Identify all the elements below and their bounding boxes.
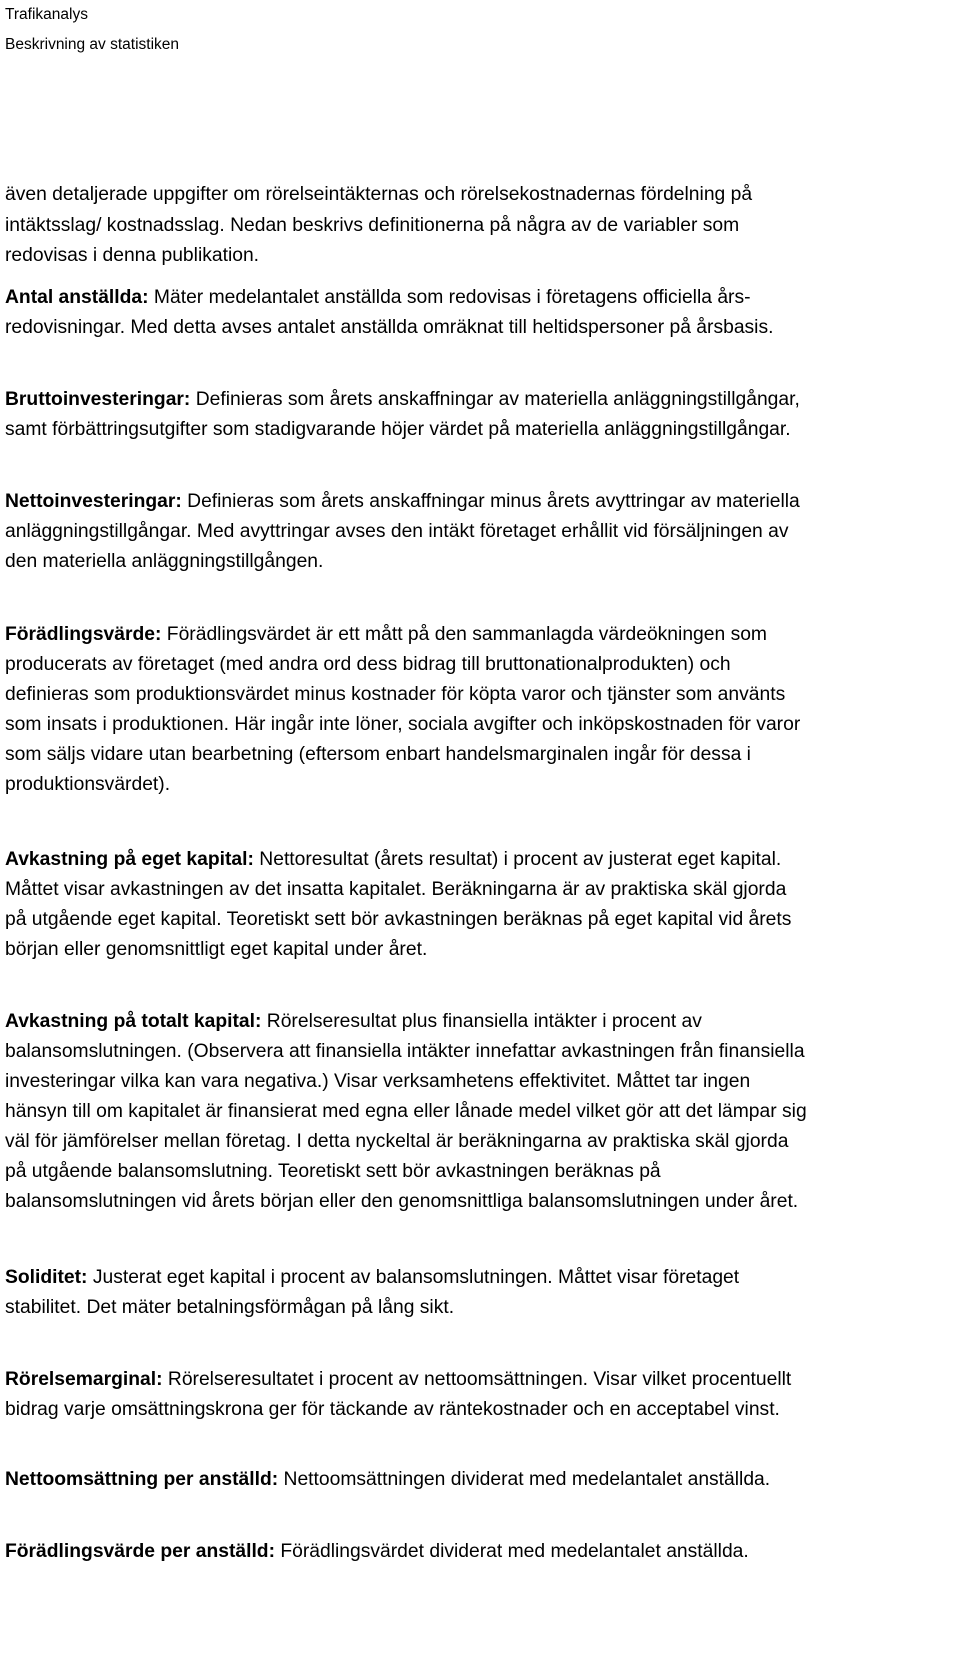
paragraph-nettoomsattning-per-anstalld (5, 1465, 770, 1495)
text-line: balansomslutningen. (Observera att finansiella intäkter innefattar avkastningen från finansiella (5, 1041, 805, 1062)
text-line: även detaljerade uppgifter om rörelseintäkternas och rörelsekostnadernas fördelning på (5, 184, 753, 205)
definition-term: Avkastning på totalt kapital: (5, 1011, 262, 1032)
text-line: början eller genomsnittligt eget kapital under året. (5, 939, 428, 960)
text-line: stabilitet. Det mäter betalningsförmågan på lång sikt. (5, 1297, 455, 1318)
definition-text: Nettoomsättningen dividerat med medelantalet anställda. (278, 1469, 771, 1490)
definition-text: Justerat eget kapital i procent av balansomslutningen. Måttet visar företaget (87, 1267, 740, 1288)
text-line: väl för jämförelser mellan företag. I detta nyckeltal är beräkningarna av praktiska skäl gjorda (5, 1131, 789, 1152)
text-line: hänsyn till om kapitalet är finansierat med egna eller lånade medel vilket gör att det lämpar sig (5, 1101, 807, 1122)
definition-text: Förädlingsvärdet dividerat med medelantalet anställda. (275, 1541, 749, 1562)
paragraph-foradlingsvarde-per-anstalld (5, 1537, 749, 1567)
text-line: redovisas i denna publikation. (5, 245, 260, 266)
page-header (5, 0, 179, 60)
paragraph-avkastning-totalt-kapital (5, 1007, 807, 1217)
paragraph-intro (5, 180, 752, 272)
definition-text: Mäter medelantalet anställda som redovisas i företagens officiella års- (148, 287, 751, 308)
definition-term: Antal anställda: (5, 287, 149, 308)
text-line: som insats i produktionen. Här ingår inte löner, sociala avgifter och inköpskostnaden för varor (5, 714, 801, 735)
definition-term: Soliditet: (5, 1267, 88, 1288)
definition-term: Avkastning på eget kapital: (5, 849, 254, 870)
paragraph-bruttoinvesteringar (5, 385, 800, 445)
paragraph-nettoinvesteringar (5, 487, 800, 577)
text-line: bidrag varje omsättningskrona ger för täckande av räntekostnader och en acceptabel vinst. (5, 1399, 780, 1420)
definition-text: Nettoresultat (årets resultat) i procent av justerat eget kapital. (253, 849, 782, 870)
definition-text: Förädlingsvärdet är ett mått på den sammanlagda värdeökningen som (161, 624, 767, 645)
definition-term: Rörelsemarginal: (5, 1369, 163, 1390)
paragraph-foradlingsvarde (5, 620, 800, 800)
definition-term: Nettoinvesteringar: (5, 491, 182, 512)
paragraph-soliditet (5, 1263, 739, 1323)
text-line: balansomslutningen vid årets början eller den genomsnittliga balansomslutningen under året. (5, 1191, 799, 1212)
text-line: Måttet visar avkastningen av det insatta kapitalet. Beräkningarna är av praktiska skäl gjorda (5, 879, 787, 900)
paragraph-antal-anstallda (5, 283, 773, 343)
text-line: intäktsslag/ kostnadsslag. Nedan beskrivs definitionerna på några av de variabler som (5, 214, 740, 236)
text-line: anläggningstillgångar. Med avyttringar avses den intäkt företaget erhållit vid försäljningen av (5, 521, 789, 542)
definition-text: Definieras som årets anskaffningar av materiella anläggningstillgångar, (190, 389, 800, 410)
paragraph-avkastning-eget-kapital (5, 845, 791, 965)
text-line: på utgående balansomslutning. Teoretiskt sett bör avkastningen beräknas på (5, 1161, 661, 1182)
definition-term: Förädlingsvärde: (5, 624, 162, 645)
text-line: redovisningar. Med detta avses antalet anställda omräknat till heltidspersoner på årsbasis. (5, 317, 774, 338)
text-line: investeringar vilka kan vara negativa.) Visar verksamhetens effektivitet. Måttet tar ingen (5, 1071, 751, 1092)
text-line: producerats av företaget (med andra ord dess bidrag till bruttonationalprodukten) och (5, 654, 731, 675)
text-line: på utgående eget kapital. Teoretiskt sett bör avkastningen beräknas på eget kapital vid årets (5, 909, 792, 930)
definition-text: Rörelseresultat plus finansiella intäkter i procent av (261, 1011, 702, 1032)
text-line: som säljs vidare utan bearbetning (eftersom enbart handelsmarginalen ingår för dessa i (5, 744, 751, 765)
definition-term: Nettoomsättning per anställd: (5, 1469, 279, 1490)
definition-term: Bruttoinvesteringar: (5, 389, 191, 410)
text-line: definieras som produktionsvärdet minus kostnader för köpta varor och tjänster som använts (5, 684, 786, 705)
paragraph-rorelsemarginal (5, 1365, 791, 1425)
organization-name: Trafikanalys (5, 6, 88, 23)
document-subtitle: Beskrivning av statistiken (5, 36, 180, 53)
definition-text: Rörelseresultatet i procent av nettoomsättningen. Visar vilket procentuellt (162, 1369, 792, 1390)
text-line: produktionsvärdet). (5, 774, 171, 795)
text-line: samt förbättringsutgifter som stadigvarande höjer värdet på materiella anläggningstillgångar. (5, 419, 791, 440)
definition-term: Förädlingsvärde per anställd: (5, 1541, 276, 1562)
text-line: den materiella anläggningstillgången. (5, 551, 324, 572)
definition-text: Definieras som årets anskaffningar minus årets avyttringar av materiella (181, 491, 800, 512)
